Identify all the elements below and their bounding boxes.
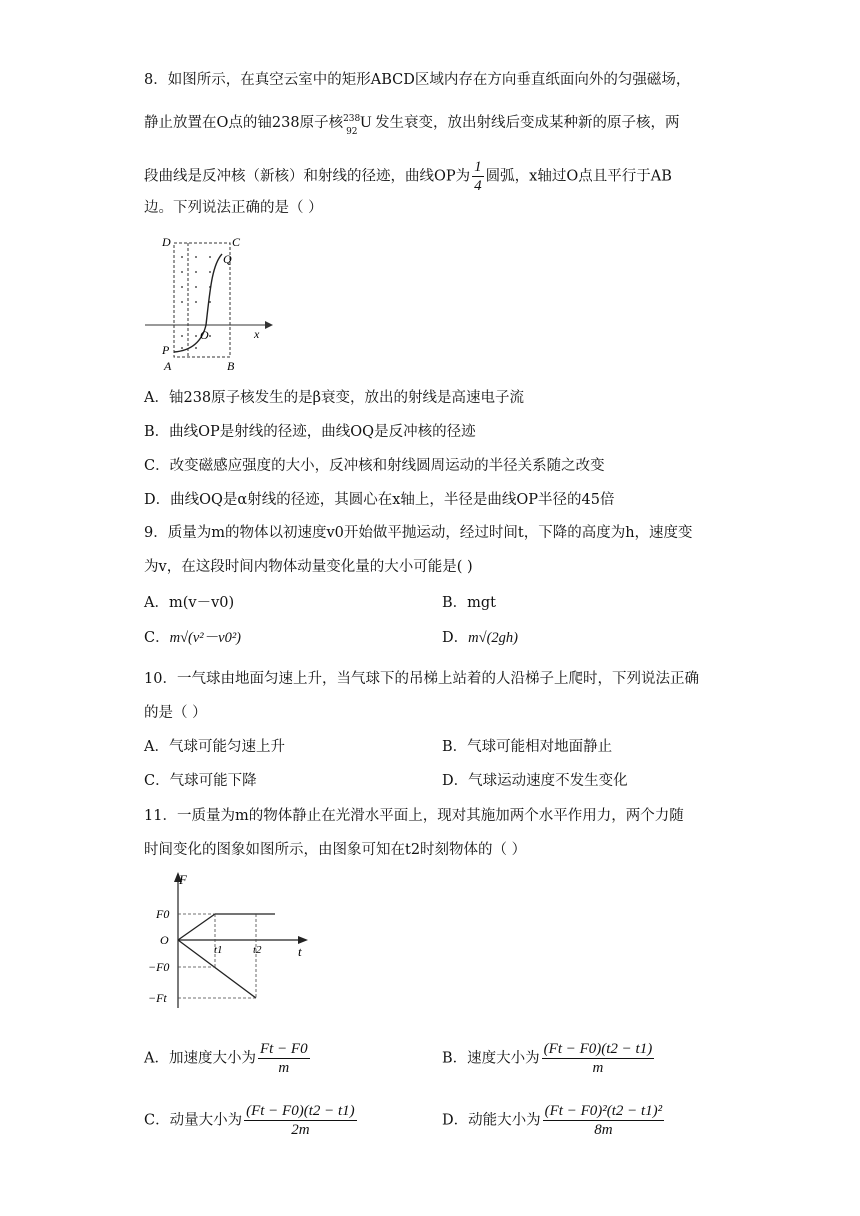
label-p: P	[162, 343, 170, 357]
label-o: O	[200, 328, 209, 342]
q8-stem-line2	[144, 113, 680, 137]
guide-dashes	[178, 914, 256, 998]
q10-option-d[interactable]: D．气球运动速度不发生变化	[442, 773, 628, 789]
q8-option-d[interactable]: D．曲线OQ是α射线的径迹，其圆心在x轴上，半径是曲线OP半径的45倍	[144, 492, 615, 508]
q11-option-b-numerator: (Ft − F0)(t2 − t1)	[543, 1041, 653, 1057]
q9-option-d[interactable]	[442, 628, 518, 648]
force1-ramp	[178, 914, 215, 940]
label-c: C	[232, 235, 241, 249]
q11-option-d-denominator: 8m	[594, 1122, 613, 1138]
label-origin: O	[160, 933, 169, 947]
q11-option-c-numerator: (Ft − F0)(t2 − t1)	[246, 1103, 355, 1119]
q8-option-a[interactable]: A．铀238原子核发生的是β衰变，放出的射线是高速电子流	[144, 390, 525, 406]
q11-option-a-numerator: Ft − F0	[259, 1041, 308, 1057]
q11-option-a[interactable]	[144, 1040, 312, 1077]
label-f: F	[179, 872, 187, 887]
q11-option-a-label: A．加速度大小为	[144, 1050, 256, 1067]
q8-option-c[interactable]: C．改变磁感应强度的大小，反冲核和射线圆周运动的半径关系随之改变	[144, 458, 605, 474]
q8-stem-line3	[144, 158, 672, 195]
q8-stem-line1: 8．如图所示，在真空云室中的矩形ABCD区域内存在方向垂直纸面向外的匀强磁场，	[144, 72, 691, 88]
q10-option-b[interactable]: B．气球可能相对地面静止	[442, 739, 613, 755]
label-x: x	[254, 327, 260, 341]
q11-option-c-denominator: 2m	[291, 1122, 310, 1138]
nuclide-atomic-number: 92	[346, 127, 358, 137]
nuclide-element: U	[360, 114, 372, 131]
q11-option-a-denominator: m	[278, 1060, 290, 1076]
q11-option-d-label: D．动能大小为	[442, 1112, 541, 1129]
label-neg-ft: −Ft	[148, 991, 167, 1005]
q9-option-b[interactable]: B．mgt	[442, 595, 497, 611]
track-oq	[206, 254, 222, 325]
label-t1: t1	[214, 944, 223, 956]
q10-option-c[interactable]: C．气球可能下降	[144, 773, 257, 789]
q8-stem-line4: 边。下列说法正确的是（ ）	[144, 200, 323, 216]
q8-magnetic-field-figure	[140, 230, 280, 375]
label-t: t	[298, 944, 302, 959]
q8-stem-line2a: 静止放置在O点的铀238原子核	[144, 115, 344, 131]
q11-option-c-fraction	[244, 1102, 357, 1139]
q11-stem-line2: 时间变化的图象如图所示，由图象可知在t2时刻物体的（ ）	[144, 842, 527, 858]
q9-option-d-label: D．	[442, 630, 469, 646]
q10-option-a[interactable]: A．气球可能匀速上升	[144, 739, 285, 755]
label-q: Q	[223, 252, 232, 266]
q11-option-d[interactable]	[442, 1102, 666, 1139]
q11-option-c[interactable]	[144, 1102, 359, 1139]
q9-option-c-expression: m√(v²－v0²)	[169, 630, 242, 646]
t-axis-arrow-icon	[298, 936, 308, 944]
q11-stem-line1: 11．一质量为m的物体静止在光滑水平面上，现对其施加两个水平作用力，两个力随	[144, 808, 684, 824]
q11-option-a-fraction	[258, 1040, 310, 1077]
label-d: D	[162, 235, 171, 249]
q9-option-c-label: C．	[144, 630, 170, 646]
q11-option-c-label: C．动量大小为	[144, 1112, 243, 1129]
q8-stem-line3b: 圆弧，x轴过O点且平行于AB	[485, 168, 672, 185]
label-t2: t2	[253, 944, 262, 956]
q11-option-b-fraction	[542, 1040, 655, 1077]
q11-force-time-graph	[140, 868, 320, 1018]
q11-option-b-denominator: m	[592, 1060, 604, 1076]
q10-stem-line1: 10．一气球由地面匀速上升，当气球下的吊梯上站着的人沿梯子上爬时，下列说法正确	[144, 671, 699, 687]
fraction-denominator: 4	[474, 178, 482, 194]
q8-stem-line3a: 段曲线是反冲核（新核）和射线的径迹，曲线OP为	[144, 168, 471, 185]
nuclide-mass-number: 238	[343, 114, 361, 124]
q9-option-d-expression: m√(2gh)	[468, 630, 518, 646]
q8-stem-line2b: 发生衰变，放出射线后变成某种新的原子核，两	[375, 115, 680, 131]
q11-option-b[interactable]	[442, 1040, 656, 1077]
q10-stem-line2: 的是（ ）	[144, 705, 207, 721]
q9-option-a[interactable]: A．m(v－v0)	[144, 595, 235, 611]
q11-option-d-numerator: (Ft − F0)²(t2 − t1)²	[544, 1103, 663, 1119]
q8-option-b[interactable]: B．曲线OP是射线的径迹，曲线OQ是反冲核的径迹	[144, 424, 476, 440]
label-a: A	[164, 359, 172, 373]
q9-stem-line2: 为v，在这段时间内物体动量变化量的大小可能是( )	[144, 559, 473, 575]
q9-option-c[interactable]	[144, 628, 241, 648]
q11-option-d-fraction	[543, 1102, 665, 1139]
x-axis-arrow-icon	[265, 321, 273, 329]
label-neg-f0: −F0	[148, 960, 170, 974]
nuclide-symbol	[343, 113, 375, 137]
q11-option-b-label: B．速度大小为	[442, 1050, 540, 1067]
quarter-fraction	[472, 158, 484, 195]
label-b: B	[227, 359, 235, 373]
label-f0: F0	[156, 907, 170, 921]
fraction-numerator: 1	[474, 159, 482, 175]
q9-stem-line1: 9．质量为m的物体以初速度v0开始做平抛运动，经过时间t，下降的高度为h，速度变	[144, 525, 693, 541]
